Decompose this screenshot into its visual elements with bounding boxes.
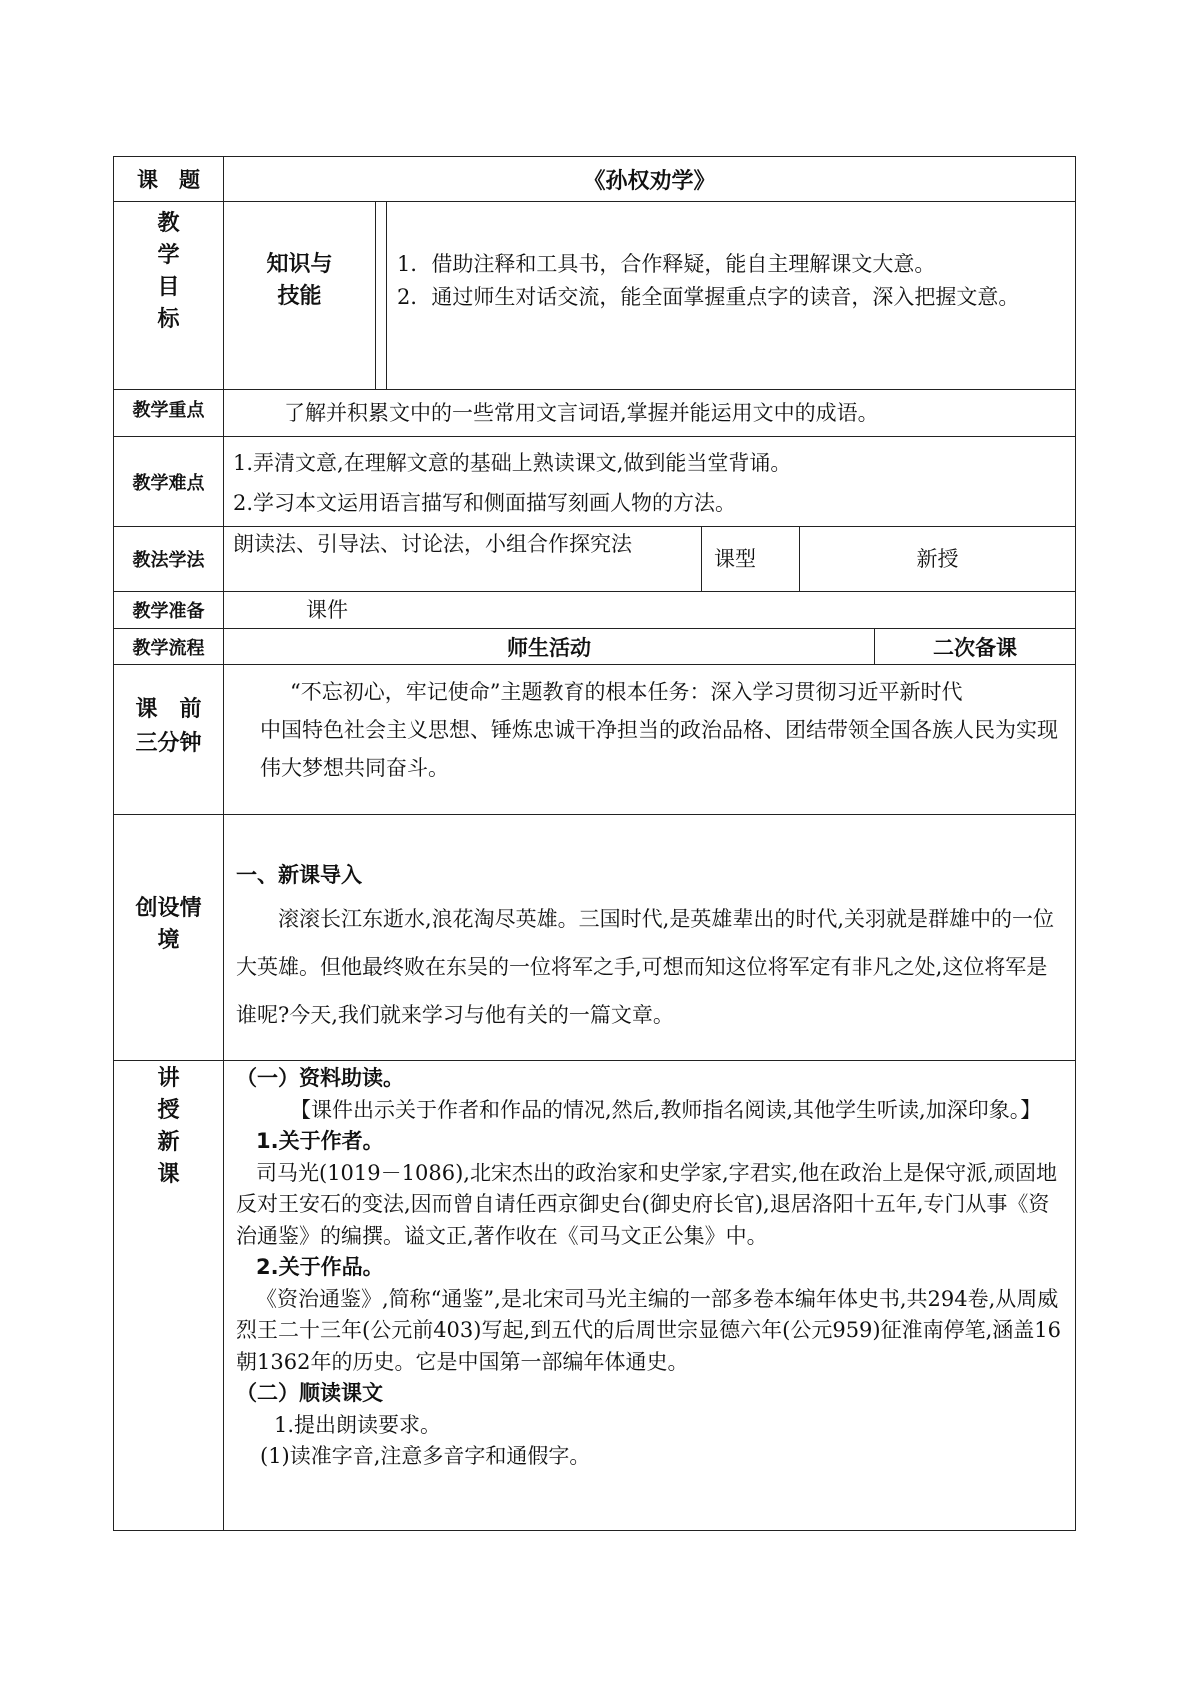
objective-item: 2．通过师生对话交流，能全面掌握重点字的读音，深入把握文意。 (397, 285, 1020, 309)
lesson-type-label (701, 527, 799, 591)
scenario-heading: 一、新课导入 (236, 863, 362, 887)
topic-label-text: 课 题 (137, 168, 200, 192)
preparation-text: 课件 (306, 598, 348, 622)
lecture-content (223, 1061, 1075, 1530)
preparation-content (223, 592, 1075, 628)
lecture-label-char: 课 (157, 1162, 180, 1187)
key-points-text: 了解并积累文中的一些常用文言词语,掌握并能运用文中的成语。 (284, 401, 879, 425)
lesson-type-value (799, 527, 1075, 591)
second-prep-header-text: 二次备课 (933, 635, 1017, 660)
objectives-label (114, 202, 223, 389)
key-points-label (114, 390, 223, 436)
objectives-sublabel-line2: 技能 (277, 283, 322, 309)
author-heading: 1.关于作者。 (256, 1129, 384, 1153)
warmup-line1: “不忘初心，牢记使命”主题教育的根本任务：深入学习贯彻习近平新时代 (290, 680, 963, 704)
methods-label-text: 教法学法 (132, 550, 205, 571)
second-prep-header (874, 629, 1075, 664)
activities-header-text: 师生活动 (507, 635, 591, 660)
lesson-type-label-text: 课型 (714, 547, 756, 571)
reading-item: (1)读准字音,注意多音字和通假字。 (260, 1444, 591, 1468)
row-warmup (113, 664, 1076, 814)
scenario-label (114, 815, 223, 1060)
objectives-sublabel-line1: 知识与 (266, 251, 333, 277)
difficulties-label-text: 教学难点 (132, 472, 205, 494)
scenario-label-line1: 创设情 (135, 896, 202, 921)
difficulties-content (223, 437, 1075, 526)
flow-label (114, 629, 223, 664)
objectives-content (375, 202, 386, 389)
methods-label (114, 527, 223, 591)
lesson-title: 《孙权劝学》 (583, 168, 716, 194)
lecture-label (114, 1061, 223, 1530)
lecture-label-char: 授 (157, 1098, 180, 1123)
row-scenario (113, 814, 1076, 1060)
author-text: 司马光(1019－1086),北宋杰出的政治家和史学家,字君实,他在政治上是保守派,顽固地反对王安石的变法,因而曾自请任西京御史台(御史府长官),退居洛阳十五年,专门从事《资治通鉴》的编撰。谥文正,著作收在《司马文正公集》中。 (236, 1160, 1057, 1248)
difficulties-label (114, 437, 223, 526)
preparation-label (114, 592, 223, 628)
topic-title-cell (223, 157, 1075, 201)
methods-content (223, 527, 701, 591)
objectives-label-char: 教 (157, 211, 180, 236)
scenario-label-line2: 境 (157, 928, 180, 953)
warmup-label (114, 665, 223, 814)
topic-label (114, 157, 223, 201)
warmup-content (223, 665, 1075, 814)
lesson-type-value-text: 新授 (916, 547, 959, 571)
objectives-sublabel (223, 202, 375, 389)
objectives-label-char: 标 (157, 307, 180, 332)
objective-item: 1．借助注释和工具书，合作释疑，能自主理解课文大意。 (397, 252, 936, 276)
objectives-items (386, 202, 1075, 389)
row-flow-header (113, 628, 1076, 664)
difficulty-item: 2.学习本文运用语言描写和侧面描写刻画人物的方法。 (233, 491, 737, 515)
row-objectives (113, 201, 1076, 389)
difficulty-item: 1.弄清文意,在理解文意的基础上熟读课文,做到能当堂背诵。 (233, 451, 792, 475)
warmup-line2: 中国特色社会主义思想、锤炼忠诚干净担当的政治品格、团结带领全国各族人民为实现伟大梦想共同奋斗。 (260, 718, 1058, 780)
objectives-label-char: 目 (157, 275, 180, 300)
key-points-label-text: 教学重点 (132, 400, 205, 421)
work-heading: 2.关于作品。 (256, 1255, 384, 1279)
key-points-content (223, 390, 1075, 436)
work-text: 《资治通鉴》,简称“通鉴”,是北宋司马光主编的一部多卷本编年体史书,共294卷,从周威烈王二十三年(公元前403)写起,到五代的后周世宗显德六年(公元959)征淮南停笔,涵盖16朝1362年的历史。它是中国第一部编年体通史。 (236, 1286, 1062, 1374)
preparation-label-text: 教学准备 (132, 601, 205, 622)
lecture-label-char: 新 (157, 1130, 180, 1155)
row-lecture (113, 1060, 1076, 1531)
warmup-label-line1: 课 前 (135, 697, 202, 722)
activities-header (223, 629, 874, 664)
row-difficulties (113, 436, 1076, 526)
row-key-points (113, 389, 1076, 436)
scenario-body: 滚滚长江东逝水,浪花淘尽英雄。三国时代,是英雄辈出的时代,关羽就是群雄中的一位大英雄。但他最终败在东吴的一位将军之手,可想而知这位将军定有非凡之处,这位将军是谁呢?今天,我们就来学习与他有关的一篇文章。 (236, 907, 1055, 1027)
section1-intro: 【课件出示关于作者和作品的情况,然后,教师指名阅读,其他学生听读,加深印象。】 (290, 1097, 1042, 1122)
warmup-label-line2: 三分钟 (135, 731, 202, 756)
section2-heading: （二）顺读课文 (236, 1381, 383, 1405)
scenario-content (223, 815, 1075, 1060)
methods-text: 朗读法、引导法、讨论法，小组合作探究法 (233, 532, 632, 556)
section1-heading: （一）资料助读。 (236, 1066, 404, 1090)
lecture-label-char: 讲 (157, 1066, 180, 1091)
reading-requirement: 1.提出朗读要求。 (274, 1412, 442, 1437)
row-topic (113, 156, 1076, 201)
flow-label-text: 教学流程 (132, 637, 205, 659)
objectives-label-char: 学 (157, 243, 180, 268)
row-preparation (113, 591, 1076, 628)
row-methods (113, 526, 1076, 591)
